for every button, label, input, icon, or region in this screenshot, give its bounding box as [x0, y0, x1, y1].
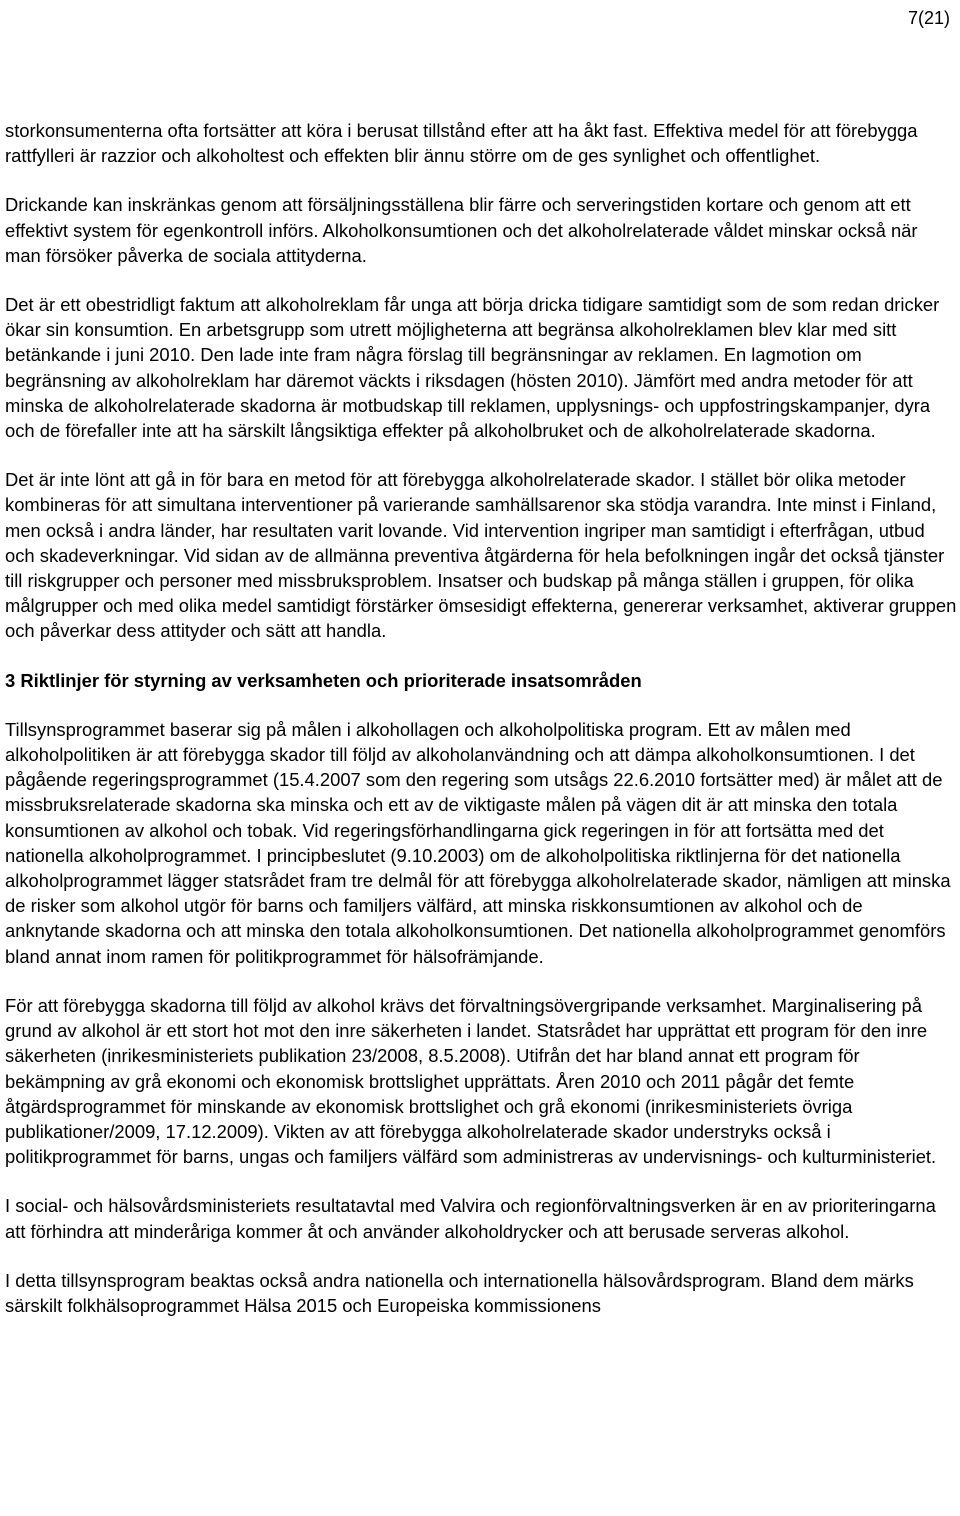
page-number: 7(21)	[907, 8, 950, 28]
paragraph: För att förebygga skadorna till följd av alkohol krävs det förvaltningsövergripande verksamhet. Marginalisering på grund av alkohol är ett stort hot mot den inre säkerheten i landet. Statsrådet har upprättat ett program för den inre säkerheten (inrikesministeriets publikation 23/2008, 8.5.2008). Utifrån det har bland annat ett program för bekämpning av grå ekonomi och ekonomisk brottslighet upprättats. Åren 2010 och 2011 pågår det femte åtgärdsprogrammet för minskande av ekonomisk brottslighet och grå ekonomi (inrikesministeriets övriga publikationer/2009, 17.12.2009). Vikten av att förebygga alkoholrelaterade skador understryks också i politikprogrammet för barns, ungas och familjers välfärd som administreras av undervisnings- och kulturministeriet.	[5, 994, 937, 1168]
paragraph: Tillsynsprogrammet baserar sig på målen i alkohollagen och alkoholpolitiska program. Ett av målen med alkoholpolitiken är att förebygga skador till följd av alkoholanvändning och att dämpa alkoholkonsumtionen. I det pågående regeringsprogrammet (15.4.2007 som den regering som utsågs 22.6.2010 fortsätter med) är målet att de missbruksrelaterade skadorna ska minska och ett av de viktigaste målen på vägen dit är att minska den totala konsumtionen av alkohol och tobak. Vid regeringsförhandlingarna gick regeringen in för att fortsätta med det nationella alkoholprogrammet. I principbeslutet (9.10.2003) om de alkoholpolitiska riktlinjerna för det nationella alkoholprogrammet lägger statsrådet fram tre delmål för att förebygga alkoholrelaterade skador, nämligen att minska de risker som alkohol utgör för barns och familjers välfärd, att minska riskkonsumtionen av alkohol och de anknytande skadorna och att minska den totala alkoholkonsumtionen. Det nationella alkoholprogrammet genomförs bland annat inom ramen för politikprogrammet för hälsofrämjande.	[5, 718, 951, 967]
document-body	[5, 118, 958, 1342]
paragraph: Det är ett obestridligt faktum att alkoholreklam får unga att börja dricka tidigare samtidigt som de som redan dricker ökar sin konsumtion. En arbetsgrupp som utrett möjligheterna att begränsa alkoholreklamen blev klar med sitt betänkande i juni 2010. Den lade inte fram några förslag till begränsningar av reklamen. En lagmotion om begränsning av alkoholreklam har däremot väckts i riksdagen (hösten 2010). Jämfört med andra metoder för att minska de alkoholrelaterade skadorna är motbudskap till reklamen, upplysnings- och uppfostringskampanjer, dyra och de förefaller inte att ha särskilt långsiktiga effekter på alkoholbruket och de alkoholrelaterade skadorna.	[5, 294, 940, 442]
paragraph: I detta tillsynsprogram beaktas också andra nationella och internationella hälsovårdsprogram. Bland dem märks särskilt folkhälsoprogrammet Hälsa 2015 och Europeiska kommissionens	[5, 1269, 914, 1316]
paragraph: Det är inte lönt att gå in för bara en metod för att förebygga alkoholrelaterade skador. I stället bör olika metoder kombineras för att simultana interventioner på varierande samhällsarenor ska stödja varandra. Inte minst i Finland, men också i andra länder, har resultaten varit lovande. Vid intervention ingriper man samtidigt i efterfrågan, utbud och skadeverkningar. Vid sidan av de allmänna preventiva åtgärderna för hela befolkningen ingår det också tjänster till riskgrupper och personer med missbruksproblem. Insatser och budskap på många ställen i gruppen, för olika målgrupper och med olika medel samtidigt förstärker ömsesidigt effekterna, genererar verksamhet, aktiverar gruppen och påverkar dess attityder och sätt att handla.	[5, 469, 957, 642]
paragraph: Drickande kan inskränkas genom att försäljningsställena blir färre och serveringstiden kortare och genom att ett effektivt system för egenkontroll införs. Alkoholkonsumtionen och det alkoholrelaterade våldet minskar också när man försöker påverka de sociala attityderna.	[5, 194, 918, 266]
section-heading: 3 Riktlinjer för styrning av verksamheten och prioriterade insatsområden	[5, 669, 642, 691]
paragraph: storkonsumenterna ofta fortsätter att köra i berusat tillstånd efter att ha åkt fast. Effektiva medel för att förebygga rattfylleri är razzior och alkoholtest och effekten blir ännu större om de ges synlighet och offentlighet.	[5, 120, 918, 167]
paragraph: I social- och hälsovårdsministeriets resultatavtal med Valvira och regionförvaltningsverken är en av prioriteringarna att förhindra att minderåriga kommer åt och använder alkoholdrycker och att berusade serveras alkohol.	[5, 1195, 936, 1242]
